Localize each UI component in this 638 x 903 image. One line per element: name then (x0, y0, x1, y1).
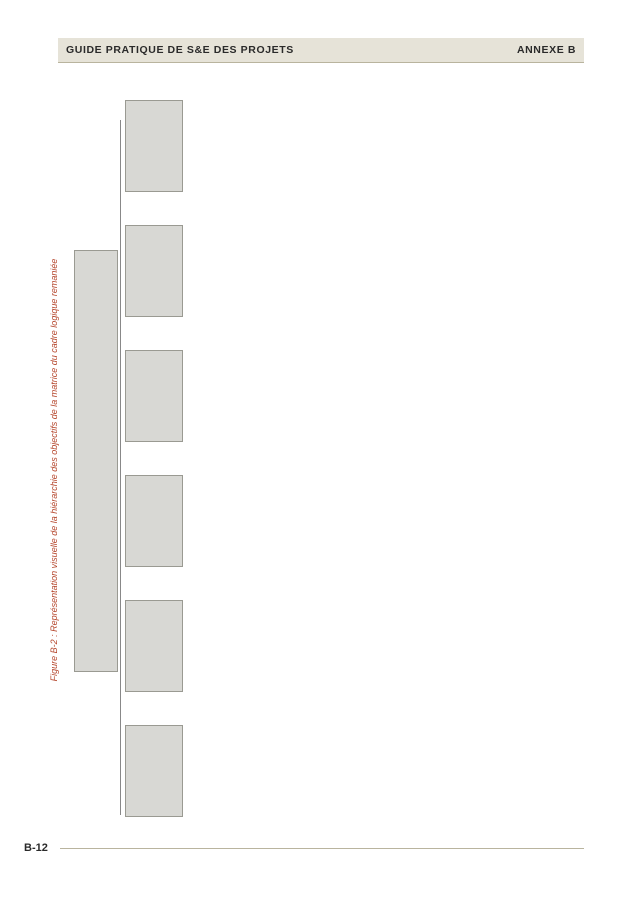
figure-title-column (46, 80, 62, 860)
annex-label: ANNEXE B (516, 44, 576, 56)
branch-4-header (125, 350, 183, 442)
guide-title: GUIDE PRATIQUE DE S&E DES PROJETS (66, 44, 294, 56)
branch-3-body (185, 475, 565, 570)
branch-5-header (125, 225, 183, 317)
branch-2-body (185, 600, 565, 695)
branch-5-body (185, 225, 565, 320)
branch-6-body (185, 100, 565, 195)
figure-title: Figure B-2 : Représentation visuelle de la hiérarchie des objectifs de la matrice du cadre logique remaniée (49, 258, 59, 682)
branch-3-header (125, 475, 183, 567)
footer-rule (60, 848, 584, 849)
branch-4-body (185, 350, 565, 445)
branch-2-header (125, 600, 183, 692)
main-objective-box (74, 250, 118, 672)
connector-main-to-branches (120, 120, 121, 815)
page-header (58, 38, 584, 63)
branch-1-header (125, 725, 183, 817)
branch-1-body (185, 725, 565, 820)
branch-6-header (125, 100, 183, 192)
page-number: B-12 (24, 842, 48, 854)
